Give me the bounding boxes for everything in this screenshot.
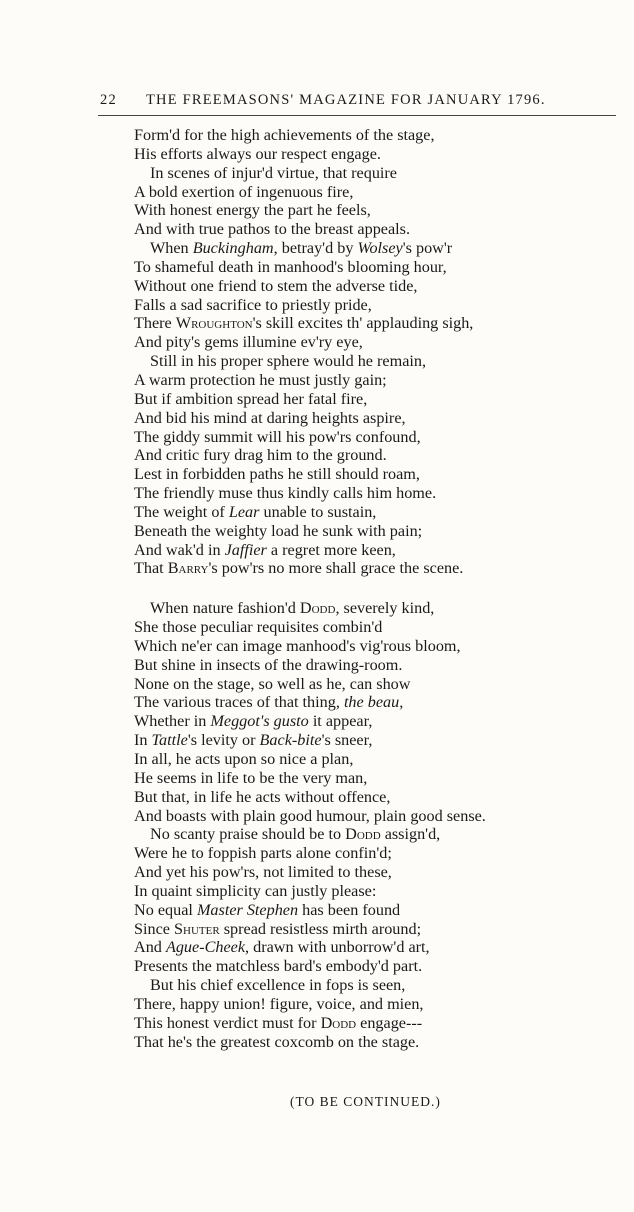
line-text: The weight of <box>134 502 229 521</box>
poem-line <box>134 618 614 637</box>
line-text: assign'd, <box>380 825 441 844</box>
line-text: There, happy union! figure, voice, and mien, <box>134 994 424 1013</box>
poem-body <box>134 126 614 1052</box>
line-text: Since <box>134 919 175 938</box>
italic-text: Master Stephen <box>196 900 299 919</box>
line-text: And critic fury drag him to the ground. <box>134 446 387 465</box>
poem-line <box>134 901 614 920</box>
poem-line <box>134 333 614 352</box>
line-text: That <box>134 559 168 578</box>
poem-line <box>134 277 614 296</box>
poem-line <box>134 220 614 239</box>
poem-line <box>134 183 614 202</box>
italic-text: the beau, <box>343 693 404 712</box>
poem-line <box>134 258 614 277</box>
line-text: But his chief excellence in fops is seen, <box>150 976 406 995</box>
poem-line <box>134 296 614 315</box>
line-text: The various traces of that thing, <box>134 693 344 712</box>
poem-line <box>134 1014 614 1033</box>
line-text: When nature fashion'd <box>150 599 300 618</box>
line-text: But shine in insects of the drawing-room. <box>134 655 403 674</box>
line-text: And yet his pow'rs, not limited to these, <box>134 863 392 882</box>
line-text: Whether in <box>134 712 211 731</box>
poem-line <box>134 599 614 618</box>
line-text: But if ambition spread her fatal fire, <box>134 389 368 408</box>
small-caps-name: Dodd <box>320 1013 357 1032</box>
line-text: And with true pathos to the breast appeals. <box>134 220 411 239</box>
poem-line <box>134 446 614 465</box>
line-text: it appear, <box>308 712 373 731</box>
line-text: None on the stage, so well as he, can show <box>134 674 411 693</box>
poem-line <box>134 239 614 258</box>
italic-text: Buckingham <box>192 239 274 258</box>
poem-line <box>134 656 614 675</box>
line-text: 's skill excites th' applauding sigh, <box>252 314 474 333</box>
poem-line <box>134 201 614 220</box>
line-text: That he's the greatest coxcomb on the stage. <box>134 1032 420 1051</box>
line-text: 's sneer, <box>321 731 373 750</box>
line-text: Beneath the weighty load he sunk with pain; <box>134 521 423 540</box>
poem-line <box>134 976 614 995</box>
small-caps-name: Barry <box>167 559 209 578</box>
line-text: To shameful death in manhood's blooming hour, <box>134 257 447 276</box>
line-text: 's pow'r <box>402 239 453 258</box>
running-header <box>100 92 616 114</box>
line-text: In all, he acts upon so nice a plan, <box>134 750 354 768</box>
poem-line <box>134 769 614 788</box>
line-text: Without one friend to stem the adverse tide, <box>134 276 418 295</box>
small-caps-name: Shuter <box>174 919 220 938</box>
line-text: Presents the matchless bard's embody'd part. <box>134 957 423 976</box>
line-text: In scenes of injur'd virtue, that require <box>150 163 397 182</box>
poem-line <box>134 731 614 750</box>
line-text: In <box>134 731 152 750</box>
poem-line <box>134 863 614 882</box>
italic-text: Tattle <box>151 731 188 750</box>
line-text: She those peculiar requisites combin'd <box>134 618 383 637</box>
poem-line <box>134 484 614 503</box>
line-text: His efforts always our respect engage. <box>134 144 381 163</box>
line-text: No equal <box>134 900 197 919</box>
poem-line <box>134 541 614 560</box>
line-text: , drawn with unborrow'd art, <box>245 938 430 957</box>
line-text: And bid his mind at daring heights aspire, <box>134 408 406 427</box>
poem-line <box>134 807 614 826</box>
poem-line <box>134 1033 614 1052</box>
stanza <box>134 599 614 1051</box>
running-title: THE FREEMASONS' MAGAZINE FOR JANUARY 1796. <box>146 92 546 108</box>
poem-line <box>134 750 614 769</box>
line-text: Form'd for the high achievements of the stage, <box>134 126 435 144</box>
line-text: He seems in life to be the very man, <box>134 768 368 787</box>
line-text: , severely kind, <box>335 599 435 618</box>
poem-line <box>134 957 614 976</box>
line-text: When <box>150 239 193 258</box>
line-text: Were he to foppish parts alone confin'd; <box>134 844 392 863</box>
line-text: a regret more keen, <box>266 540 396 559</box>
small-caps-name: Wroughton <box>175 314 253 333</box>
poem-line <box>134 675 614 694</box>
line-text: spread resistless mirth around; <box>219 919 422 938</box>
poem-line <box>134 522 614 541</box>
line-text: Still in his proper sphere would he remain, <box>150 352 427 371</box>
poem-line <box>134 352 614 371</box>
continuation-note: (TO BE CONTINUED.) <box>290 1094 441 1109</box>
italic-text: Ague-Cheek <box>165 938 246 957</box>
line-text: 's levity or <box>187 731 260 750</box>
poem-line <box>134 712 614 731</box>
line-text: And boasts with plain good humour, plain good sense. <box>134 806 486 825</box>
line-text: In quaint simplicity can justly please: <box>134 881 377 900</box>
poem-line <box>134 938 614 957</box>
line-text: has been found <box>298 900 401 919</box>
poem-line <box>134 637 614 656</box>
header-rule <box>98 115 616 116</box>
line-text: A bold exertion of ingenuous fire, <box>134 182 354 201</box>
poem-line <box>134 844 614 863</box>
italic-text: Jaffier <box>224 540 267 559</box>
stanza <box>134 126 614 578</box>
line-text: And <box>134 938 166 957</box>
line-text: Which ne'er can image manhood's vig'rous bloom, <box>134 636 461 655</box>
poem-line <box>134 882 614 901</box>
italic-text: Meggot's gusto <box>210 712 309 731</box>
line-text: A warm protection he must justly gain; <box>134 370 387 389</box>
line-text: The giddy summit will his pow'rs confound, <box>134 427 421 446</box>
poem-line <box>134 314 614 333</box>
poem-line <box>134 788 614 807</box>
line-text: There <box>134 314 176 333</box>
italic-text: Back-bite <box>259 731 322 750</box>
poem-line <box>134 409 614 428</box>
line-text: engage--- <box>356 1013 423 1032</box>
poem-line <box>134 145 614 164</box>
line-text: No scanty praise should be to <box>150 825 346 844</box>
line-text: With honest energy the part he feels, <box>134 201 371 220</box>
line-text: 's pow'rs no more shall grace the scene. <box>208 559 464 578</box>
italic-text: Wolsey <box>357 239 403 258</box>
poem-line <box>134 390 614 409</box>
poem-line <box>134 428 614 447</box>
line-text: The friendly muse thus kindly calls him home. <box>134 484 437 503</box>
line-text: Falls a sad sacrifice to priestly pride, <box>134 295 372 314</box>
poem-line <box>134 371 614 390</box>
page-number: 22 <box>100 92 117 108</box>
small-caps-name: Dodd <box>299 599 336 618</box>
small-caps-name: Dodd <box>345 825 381 844</box>
poem-line <box>134 825 614 844</box>
poem-line <box>134 164 614 183</box>
italic-text: Lear <box>228 502 260 521</box>
line-text: And pity's gems illumine ev'ry eye, <box>134 333 363 352</box>
line-text: Lest in forbidden paths he still should roam, <box>134 465 420 484</box>
poem-line <box>134 465 614 484</box>
line-text: unable to sustain, <box>259 502 377 521</box>
line-text: And wak'd in <box>134 540 225 559</box>
poem-line <box>134 126 614 145</box>
poem-line <box>134 693 614 712</box>
line-text: But that, in life he acts without offence, <box>134 787 391 806</box>
poem-line <box>134 995 614 1014</box>
stanza-break <box>134 578 614 599</box>
line-text: , betray'd by <box>273 239 358 258</box>
poem-line <box>134 503 614 522</box>
line-text: This honest verdict must for <box>134 1013 321 1032</box>
poem-line <box>134 920 614 939</box>
poem-line <box>134 559 614 578</box>
